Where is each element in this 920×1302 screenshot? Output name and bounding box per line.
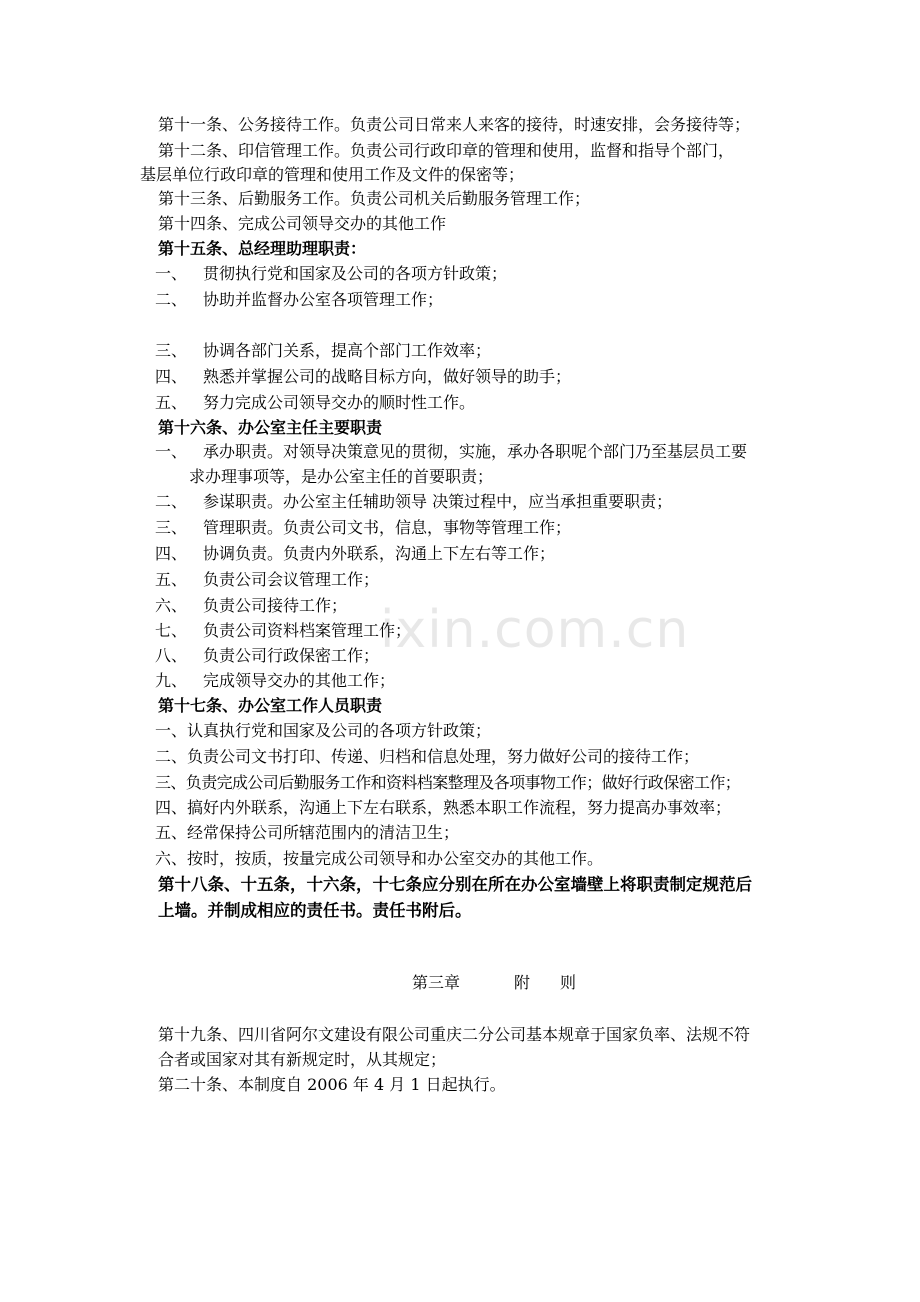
list-number: 九、 [155,671,188,690]
list-number: 四、 [155,367,188,386]
list-item: 二、负责公司文书打印、传递、归档和信息处理，努力做好公司的接待工作； [155,747,700,766]
chapter-heading-word2: 则 [560,973,577,992]
list-text: 负责公司资料档案管理工作； [203,621,412,640]
list-number: 三、 [155,518,188,537]
list-item: 一、认真执行党和国家及公司的各项方针政策； [155,721,492,740]
list-item [155,289,443,311]
list-item [155,569,379,591]
list-number: 七、 [155,621,188,640]
list-item-continuation: 求办理事项等，是办公室主任的首要职责； [189,467,494,486]
list-number: 二、 [155,492,188,511]
list-text: 熟悉并掌握公司的战略目标方向，做好领导的助手； [203,367,572,386]
list-number: 二、 [155,290,188,309]
list-item: 六、按时，按质，按量完成公司领导和办公室交办的其他工作。 [155,849,604,868]
list-text: 协助并监督办公室各项管理工作； [203,290,444,309]
list-item [155,517,571,539]
list-item [155,595,347,617]
article-19-line2: 合者或国家对其有新规定时，从其规定； [158,1050,447,1069]
article-14: 第十四条、完成公司领导交办的其他工作 [158,214,447,233]
list-item: 五、经常保持公司所辖范围内的清洁卫生； [155,823,460,842]
list-text: 负责公司行政保密工作； [203,646,380,665]
list-item: 三、负责完成公司后勤服务工作和资料档案整理及各项事物工作；做好行政保密工作； [155,773,741,792]
list-item [155,491,672,513]
list-item [155,670,395,692]
list-number: 五、 [155,570,188,589]
article-12-line2: 基层单位行政印章的管理和使用工作及文件的保密等； [140,165,525,184]
list-item [155,366,571,388]
chapter-heading-number: 第三章 [412,973,461,992]
list-number: 一、 [155,442,188,461]
list-number: 六、 [155,596,188,615]
article-17-title: 第十七条、办公室工作人员职责 [158,696,383,715]
article-16-title: 第十六条、办公室主任主要职责 [158,418,383,437]
article-20: 第二十条、本制度自 2006 年 4 月 1 日起执行。 [158,1075,506,1094]
list-item [155,340,491,362]
list-item [155,620,411,642]
list-text: 协调负责。负责内外联系，沟通上下左右等工作； [203,544,556,563]
list-text: 完成领导交办的其他工作； [203,671,396,690]
list-item [155,392,475,414]
list-text: 协调各部门关系，提高个部门工作效率； [203,341,492,360]
article-18-line2: 上墙。并制成相应的责任书。责任书附后。 [158,901,472,920]
article-18-line1: 第十八条、十五条，十六条，十七条应分别在所在办公室墙壁上将职责制定规范后 [158,875,752,894]
chapter-heading-word1: 附 [514,973,531,992]
list-item [155,441,747,463]
watermark: ixin.com.cn [380,600,690,660]
list-text: 贯彻执行党和国家及公司的各项方针政策； [203,264,508,283]
list-number: 五、 [155,393,188,412]
list-item [155,263,507,285]
list-text: 参谋职责。办公室主任辅助领导 决策过程中，应当承担重要职责； [203,492,673,511]
list-number: 一、 [155,264,188,283]
list-item: 四、搞好内外联系，沟通上下左右联系，熟悉本职工作流程，努力提高办事效率； [155,798,732,817]
list-item [155,543,555,565]
list-text: 管理职责。负责公司文书，信息，事物等管理工作； [203,518,572,537]
list-text: 负责公司接待工作； [203,596,348,615]
list-text: 负责公司会议管理工作； [203,570,380,589]
article-15-title: 第十五条、总经理助理职责： [158,239,367,258]
article-11: 第十一条、公务接待工作。负责公司日常来人来客的接待，时速安排，会务接待等； [158,115,751,134]
list-number: 四、 [155,544,188,563]
list-number: 八、 [155,646,188,665]
list-number: 三、 [155,341,188,360]
article-13: 第十三条、后勤服务工作。负责公司机关后勤服务管理工作； [158,189,591,208]
list-item [155,645,379,667]
list-text: 承办职责。对领导决策意见的贯彻，实施，承办各职呢个部门乃至基层员工要 [203,442,748,461]
article-19-line1: 第十九条、四川省阿尔文建设有限公司重庆二分公司基本规章于国家负率、法规不符 [158,1025,751,1044]
article-12-line1: 第十二条、印信管理工作。负责公司行政印章的管理和使用，监督和指导个部门， [158,141,735,160]
list-text: 努力完成公司领导交办的顺时性工作。 [203,393,476,412]
